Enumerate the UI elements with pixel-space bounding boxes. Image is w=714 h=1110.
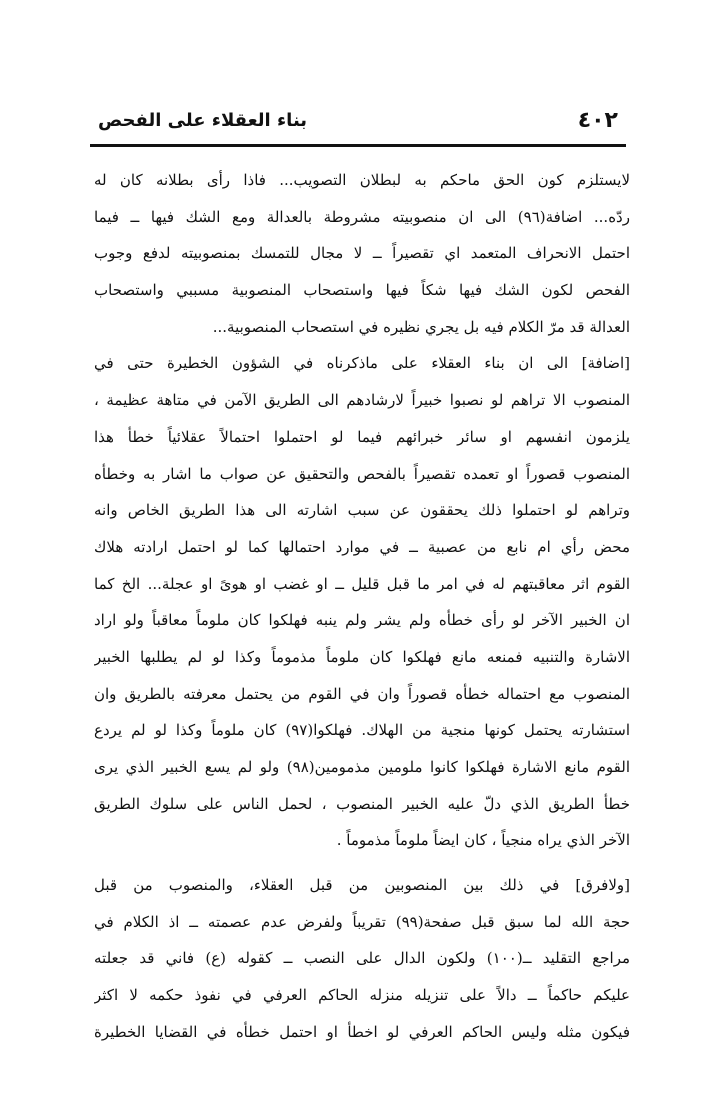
text-line: فيكون مثله وليس الحاكم العرفي لو اخطأ او احتمل خطأه في القضايا الخطيرة	[94, 1022, 630, 1041]
running-head	[98, 104, 618, 138]
paragraph-spacer	[94, 859, 630, 867]
text-line: ردّه... اضافة(٩٦) الى ان منصوبيته مشروطة بالعدالة ومع الشك فيها ــ فيما	[94, 207, 630, 226]
page-number: ٤٠٢	[577, 108, 618, 133]
text-line: العدالة قد مرّ الكلام فيه بل يجري نظيره في استصحاب المنصوبية...	[212, 317, 630, 336]
text-line: احتمل الانحراف المتعمد اي تقصيراً ــ لا مجال للتمسك بمنصوبيته لدفع وجوب	[94, 244, 630, 263]
header-rule	[90, 144, 626, 147]
body-text	[94, 162, 630, 1051]
text-line: [ولافرق] في ذلك بين المنصوبين من قبل العقلاء، والمنصوب من قبل	[94, 876, 630, 895]
text-line: ان الخبير الآخر لو رأى خطأه ولم يشر ولم ينبه فهلكوا كان ملوماً معاقباً ولو اراد	[94, 611, 630, 630]
text-line: عليكم حاكماً ــ دالاً على تنزيله منزله الحاكم العرفي في نفوذ حكمه لا اكثر	[94, 986, 630, 1005]
text-line: المنصوب مع احتماله خطأه قصوراً وان في القوم من يحتمل معرفته بالطريق وان	[94, 684, 630, 703]
paragraph-3	[94, 867, 630, 1050]
text-line: القوم اثر معاقبتهم له في امر ما قبل قليل ــ او غضب او هوىً او عجلة... الخ كما	[94, 574, 630, 593]
text-line: خطأ الطريق الذي دلّ عليه الخبير المنصوب ، لحمل الناس على سلوك الطريق	[94, 794, 630, 813]
paragraph-1	[94, 162, 630, 345]
text-line: [اضافة] الى ان بناء العقلاء على ماذكرناه في الشؤون الخطيرة حتى في	[94, 354, 630, 373]
text-line: مراجع التقليد ــ(١٠٠) ولكون الدال على النصب ــ كقوله (ع) فاني قد جعلته	[94, 949, 630, 968]
text-line: الاشارة والتنبيه فمنعه مانع فهلكوا كان ملوماً مذموماً وكذا لو لم يطلبها الخبير	[94, 647, 630, 666]
text-line: وتراهم لو احتملوا ذلك يحققون عن سبب اشارته الى هذا الطريق الخاص وانه	[94, 501, 630, 520]
text-line: المنصوب الا تراهم لو نصبوا خبيراً لارشادهم الى الطريق الآمن في متاهة عظيمة ،	[94, 391, 630, 410]
running-title: بناء العقلاء على الفحص	[98, 110, 308, 131]
paragraph-2	[94, 345, 630, 859]
text-line: المنصوب قصوراً او تعمده تقصيراً بالفحص والتحقيق عن صواب ما اشار به وخطأه	[94, 464, 630, 483]
text-line: حجة الله لما سبق قبل صفحة(٩٩) تقريباً ولفرض عدم عصمته ــ اذ الكلام في	[94, 912, 630, 931]
text-line: الآخر الذي يراه منجياً ، كان ايضاً ملوماً مذموماً .	[336, 831, 630, 850]
text-line: القوم مانع الاشارة فهلكوا كانوا ملومين مذمومين(٩٨) ولو لم يسع الخبير الذي يرى	[94, 758, 630, 776]
text-line: استشارته يحتمل كونها منجية من الهلاك. فهلكوا(٩٧) كان ملوماً وكذا لو لم يردع	[94, 721, 630, 740]
text-line: لايستلزم كون الحق ماحكم به لبطلان التصويب... فاذا رأى بطلانه كان له	[94, 171, 630, 189]
text-line: محض رأي ام نابع من عصبية ــ في موارد احتمالها كما لو احتمل ارادته هلاك	[94, 537, 630, 556]
text-line: يلزمون انفسهم او سائر خبرائهم فيما لو احتملوا احتمالاً عقلائياً خطأ هذا	[94, 427, 630, 446]
text-line: الفحص لكون الشك فيها شكاً فيها واستصحاب المنصوبية مسببي واستصحاب	[94, 281, 630, 300]
